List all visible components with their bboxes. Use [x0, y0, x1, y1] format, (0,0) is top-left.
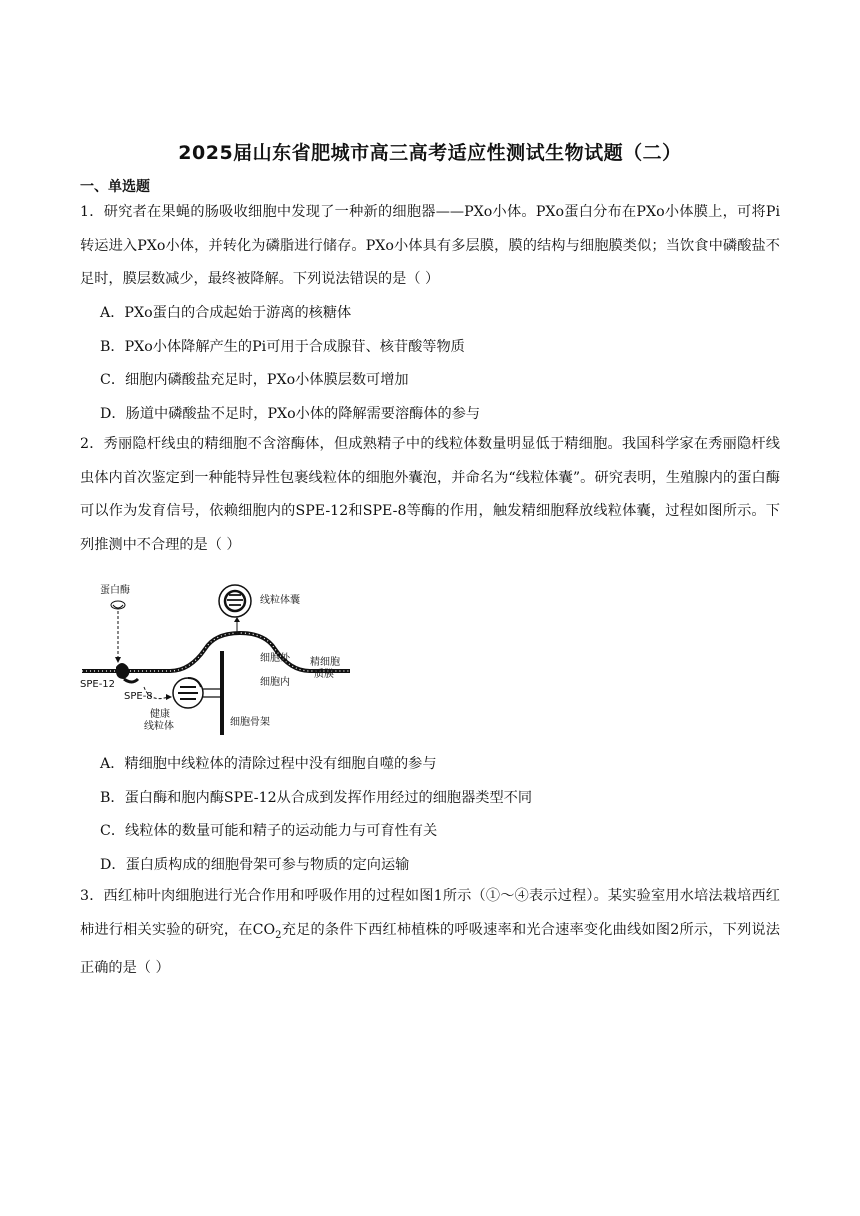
label-membrane-1: 精细胞 — [310, 657, 340, 668]
question-1-option-b: B．PXo小体降解产生的Pi可用于合成腺苷、核苷酸等物质 — [100, 339, 465, 355]
label-membrane-2: 质膜 — [314, 669, 334, 680]
mitochondria-sac-figure — [80, 575, 380, 735]
label-protease: 蛋白酶 — [100, 585, 130, 596]
question-2-option-c: C．线粒体的数量可能和精子的运动能力与可育性有关 — [100, 823, 438, 839]
question-1-option-c: C．细胞内磷酸盐充足时，PXo小体膜层数可增加 — [100, 372, 409, 388]
question-2-option-d: D．蛋白质构成的细胞骨架可参与物质的定向运输 — [100, 857, 410, 873]
label-healthy-1: 健康 — [150, 709, 170, 720]
spe12-receptor — [116, 663, 129, 679]
label-outside: 细胞外 — [260, 653, 290, 664]
page-title: 2025届山东省肥城市高三高考适应性测试生物试题（二） — [178, 142, 682, 164]
label-spe8: SPE-8 — [124, 691, 153, 702]
question-2-stem: 2．秀丽隐杆线虫的精细胞不含溶酶体，但成熟精子中的线粒体数量明显低于精细胞。我国科学家在秀丽隐杆线虫体内首次鉴定到一种能特异性包裹线粒体的细胞外囊泡，并命名为“线粒体囊”。研究表明，生殖腺内的蛋白酶可以作为发育信号，依赖细胞内的SPE-12和SPE-8等酶的作用，触发精细胞释放线粒体囊，过程如图所示。下列推测中不合理的是（ ） — [80, 436, 780, 553]
label-mito-sac: 线粒体囊 — [260, 595, 300, 606]
question-1-stem: 1．研究者在果蝇的肠吸收细胞中发现了一种新的细胞器——PXo小体。PXo蛋白分布在PXo小体膜上，可将Pi转运进入PXo小体，并转化为磷脂进行储存。PXo小体具有多层膜，膜的结构与细胞膜类似；当饮食中磷酸盐不足时，膜层数减少，最终被降解。下列说法错误的是（ ） — [80, 204, 780, 287]
question-1-option-d: D．肠道中磷酸盐不足时，PXo小体的降解需要溶酶体的参与 — [100, 406, 481, 422]
question-2-option-b: B．蛋白酶和胞内酶SPE-12从合成到发挥作用经过的细胞器类型不同 — [100, 790, 533, 806]
label-healthy-2: 线粒体 — [144, 721, 174, 732]
question-2-option-a: A．精细胞中线粒体的清除过程中没有细胞自噬的参与 — [100, 756, 437, 772]
label-spe12: SPE-12 — [80, 679, 116, 690]
label-inside: 细胞内 — [260, 677, 290, 688]
label-cytoskeleton: 细胞骨架 — [230, 717, 270, 728]
question-3-stem: 3．西红柿叶肉细胞进行光合作用和呼吸作用的过程如图1所示（①～④表示过程）。某实验室用水培法栽培西红柿进行相关实验的研究，在$CO_2$充足的条件下西红柿植株的呼吸速率和光合速率变化曲线如图2所示，下列说法正确的是（ ） — [80, 888, 780, 976]
question-1-option-a: A．PXo蛋白的合成起始于游离的核糖体 — [100, 305, 352, 321]
section-heading: 一、单选题 — [80, 179, 150, 195]
